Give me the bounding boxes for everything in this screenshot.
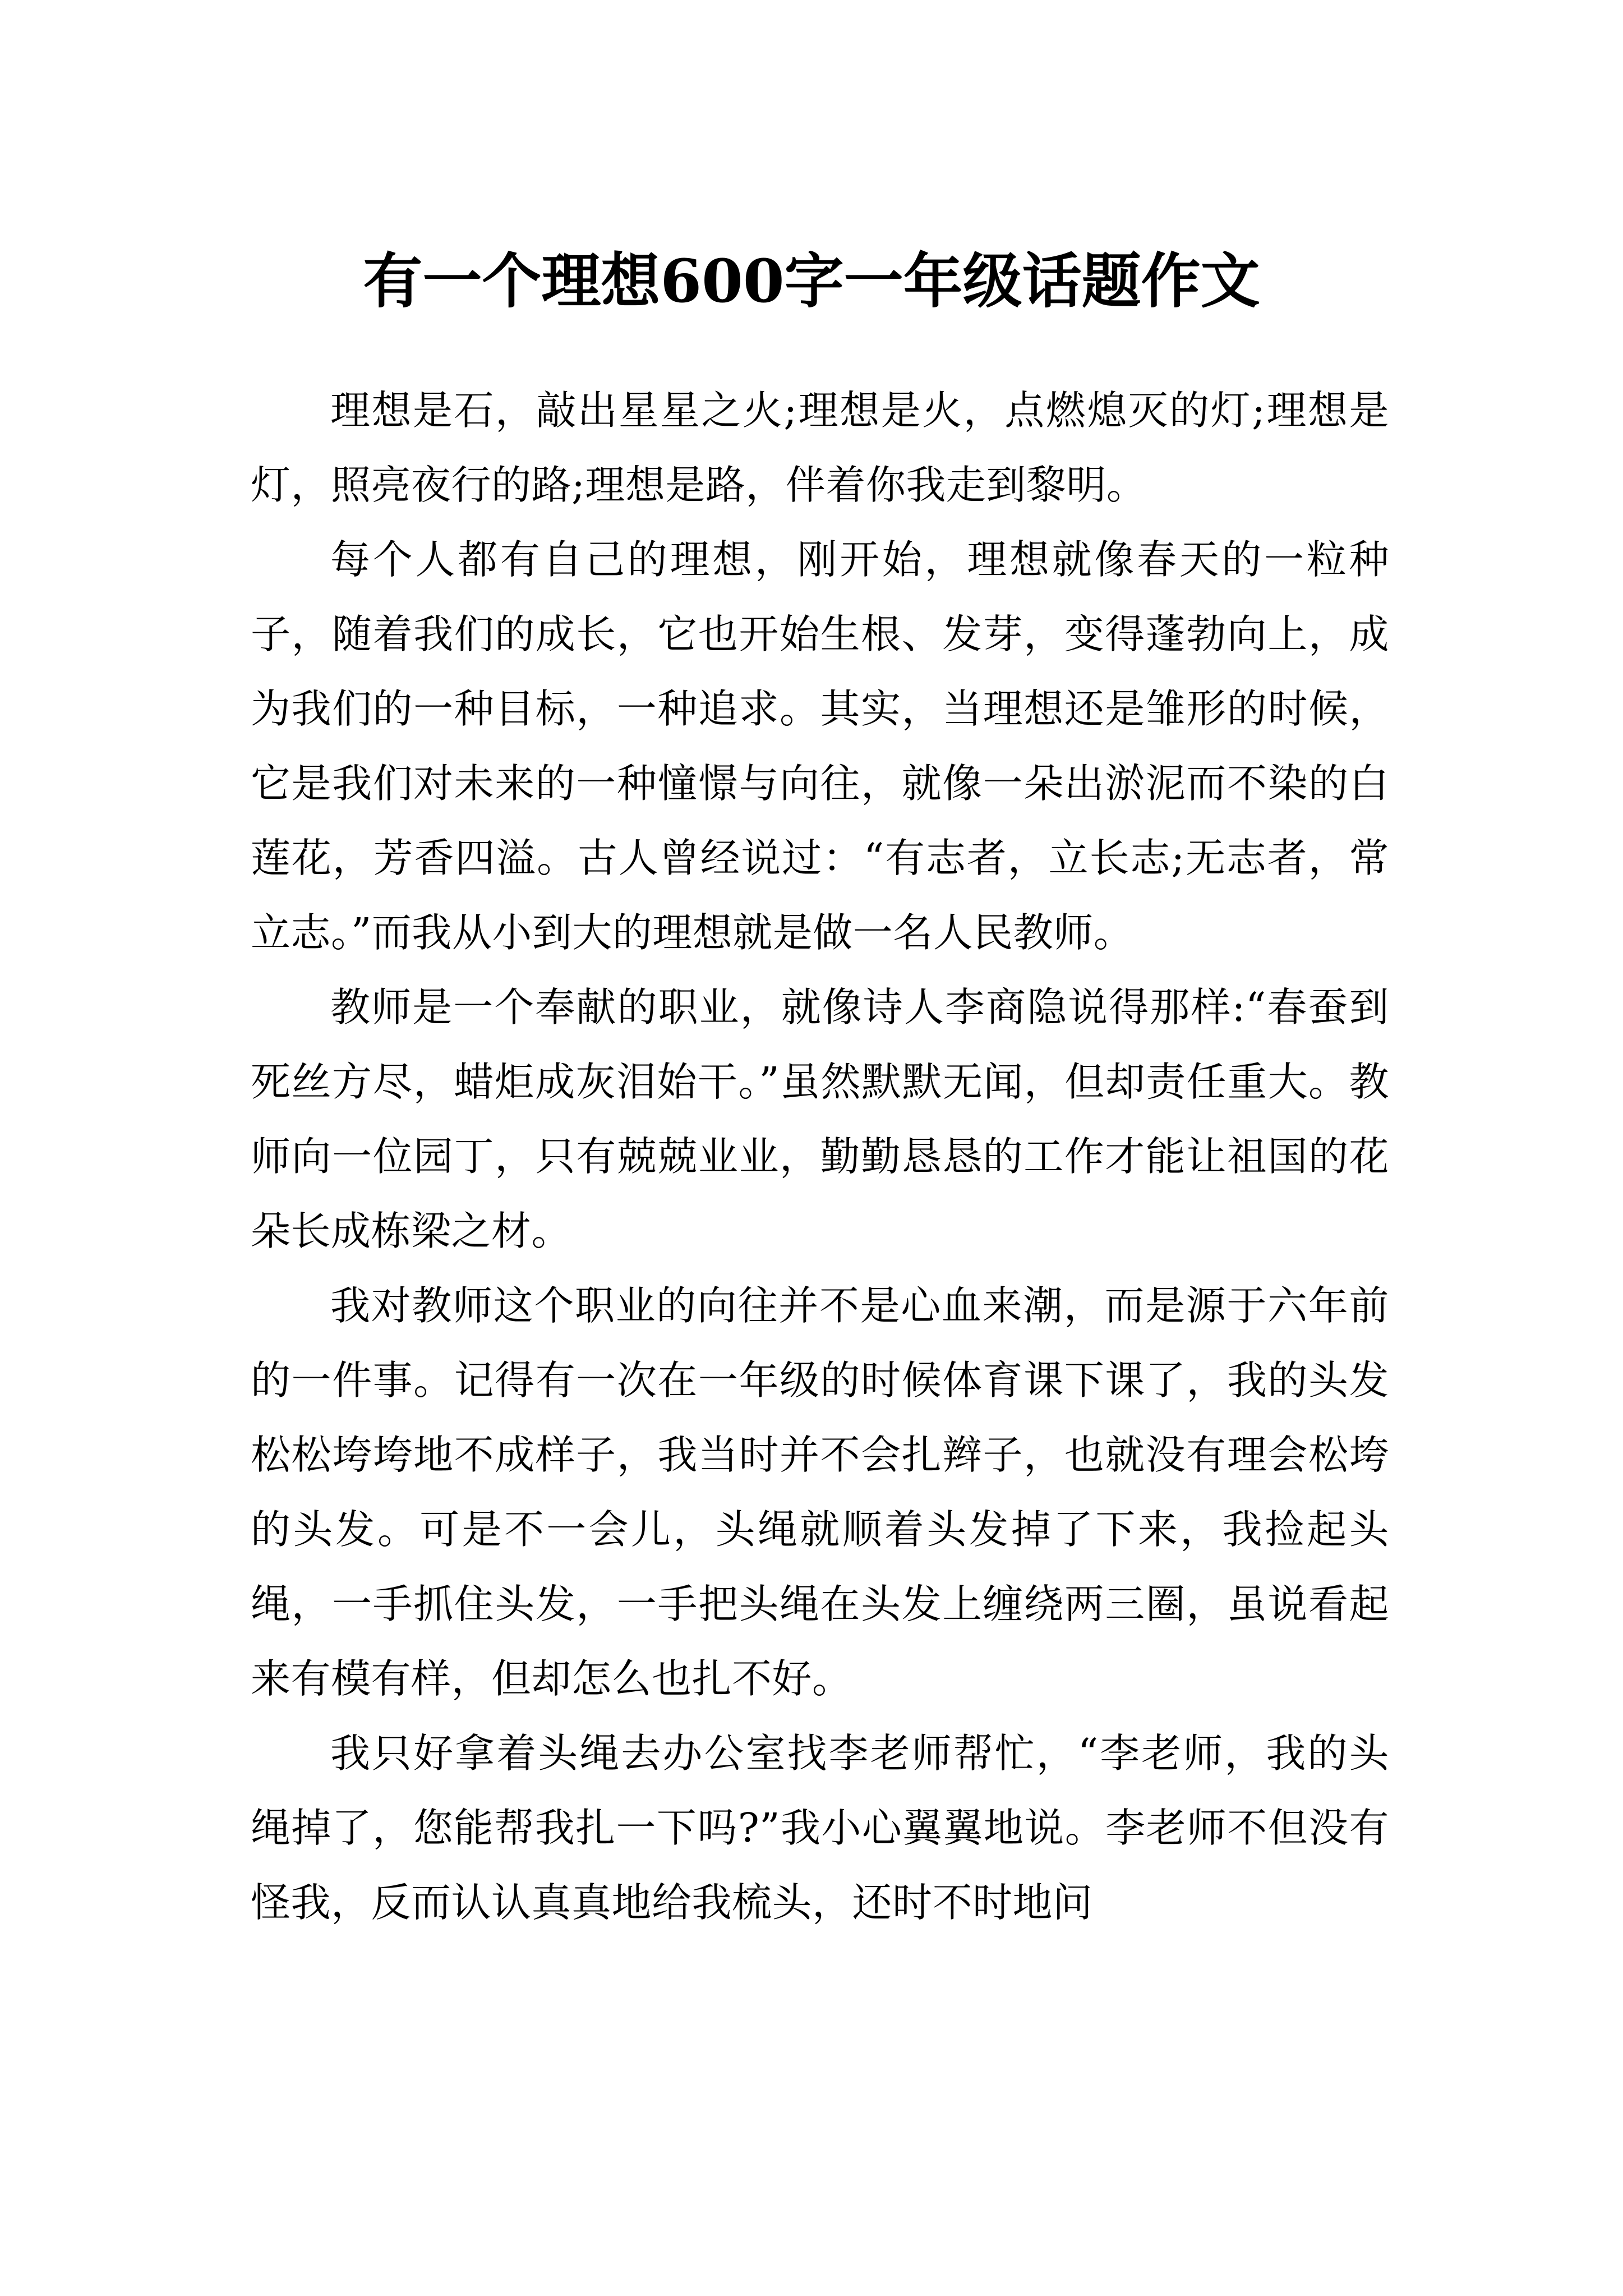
paragraph-3: 教师是一个奉献的职业，就像诗人李商隐说得那样:“春蚕到死丝方尽，蜡炬成灰泪始干。”虽然默默无闻，但却责任重大。教师向一位园丁，只有兢兢业业，勤勤恳恳的工作才能让祖国的花朵长成栋梁之材。 — [251, 984, 1389, 1254]
paragraph-5: 我只好拿着头绳去办公室找李老师帮忙，“李老师，我的头绳掉了，您能帮我扎一下吗?”我小心翼翼地说。李老师不但没有怪我，反而认认真真地给我梳头，还时不时地问 — [251, 1730, 1389, 1926]
paragraph-4: 我对教师这个职业的向往并不是心血来潮，而是源于六年前的一件事。记得有一次在一年级的时候体育课下课了，我的头发松松垮垮地不成样子，我当时并不会扎辫子，也就没有理会松垮的头发。可是不一会儿，头绳就顺着头发掉了下来，我捡起头绳，一手抓住头发，一手把头绳在头发上缠绕两三圈，虽说看起来有模有样，但却怎么也扎不好。 — [251, 1282, 1389, 1702]
document-body — [251, 373, 1389, 1940]
document-title: 有一个理想600字一年级话题作文 — [363, 246, 1260, 316]
paragraph-1: 理想是石，敲出星星之火;理想是火，点燃熄灭的灯;理想是灯，照亮夜行的路;理想是路，伴着你我走到黎明。 — [251, 387, 1389, 508]
paragraph-2: 每个人都有自己的理想，刚开始，理想就像春天的一粒种子，随着我们的成长，它也开始生根、发芽，变得蓬勃向上，成为我们的一种目标，一种追求。其实，当理想还是雏形的时候，它是我们对未来的一种憧憬与向往，就像一朵出淤泥而不染的白莲花，芳香四溢。古人曾经说过：“有志者，立长志;无志者，常立志。”而我从小到大的理想就是做一名人民教师。 — [251, 536, 1389, 956]
